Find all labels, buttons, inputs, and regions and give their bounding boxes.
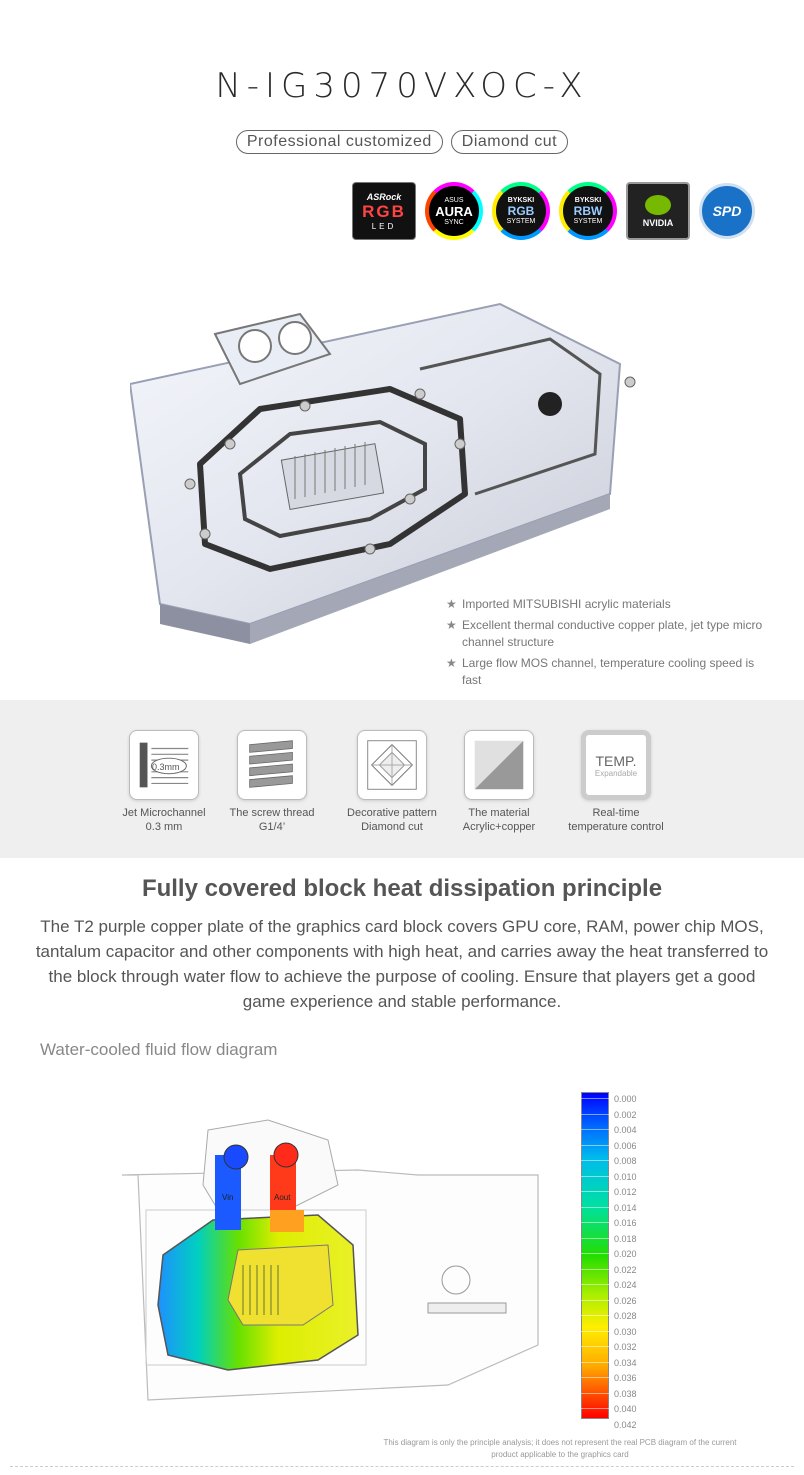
spd-name: SPD bbox=[712, 203, 742, 219]
tag-professional-customized: Professional customized bbox=[236, 130, 443, 154]
scale-label: 0.032 bbox=[614, 1342, 637, 1352]
scale-tick bbox=[581, 1129, 609, 1130]
feature-tags bbox=[0, 130, 804, 154]
nvidia-name: NVIDIA bbox=[642, 217, 674, 228]
scale-label: 0.016 bbox=[614, 1218, 637, 1228]
feature-list bbox=[446, 596, 766, 693]
port-in bbox=[239, 330, 271, 362]
temp-badge-sub: Expandable bbox=[594, 768, 638, 778]
scale-label: 0.002 bbox=[614, 1109, 637, 1120]
icon-label-name: Jet Microchannel bbox=[122, 807, 206, 819]
scale-label: 0.042 bbox=[614, 1419, 637, 1430]
scale-tick bbox=[581, 1408, 609, 1409]
bykski-badge bbox=[538, 392, 562, 416]
scale-label: 0.036 bbox=[614, 1373, 637, 1383]
inlet-label: Vin bbox=[222, 1193, 234, 1202]
asrock-rgb: RGB bbox=[362, 201, 406, 221]
scale-label: 0.010 bbox=[614, 1171, 637, 1182]
scale-label: 0.006 bbox=[614, 1140, 637, 1151]
scale-label: 0.026 bbox=[614, 1295, 637, 1306]
scale-label: 0.000 bbox=[614, 1094, 637, 1104]
spec-icon-band bbox=[0, 700, 804, 858]
feature-item bbox=[446, 617, 766, 651]
scale-label: 0.014 bbox=[614, 1202, 637, 1213]
scale-tick bbox=[581, 1191, 609, 1192]
outlet-port bbox=[274, 1143, 298, 1167]
port-out bbox=[279, 322, 311, 354]
feature-text: Excellent thermal conductive copper plate, jet type micro channel structure bbox=[462, 618, 763, 649]
icon-label-detail: temperature control bbox=[568, 821, 664, 833]
feature-text: Large flow MOS channel, temperature cooling speed is fast bbox=[462, 656, 755, 687]
icon-label-detail: G1/4’ bbox=[258, 821, 286, 833]
scale-tick bbox=[581, 1098, 609, 1099]
temp-badge: TEMP. bbox=[595, 752, 637, 769]
spec-temperature-control bbox=[556, 730, 676, 834]
scale-tick bbox=[581, 1284, 609, 1285]
scale-label: 0.030 bbox=[614, 1326, 637, 1337]
icon-label-name: Real-time bbox=[592, 807, 640, 819]
scale-label: 0.024 bbox=[614, 1280, 637, 1290]
scale-label: 0.020 bbox=[614, 1249, 637, 1259]
feature-item bbox=[446, 596, 766, 613]
diamond-cut-icon bbox=[357, 730, 427, 800]
scale-label: 0.008 bbox=[614, 1156, 637, 1166]
feature-item bbox=[446, 655, 766, 689]
hot-zone bbox=[228, 1245, 333, 1325]
scale-label: 0.012 bbox=[614, 1187, 637, 1197]
scale-label: 0.040 bbox=[614, 1404, 637, 1414]
icon-label-name: The material bbox=[468, 807, 530, 819]
compatibility-logos bbox=[352, 182, 755, 240]
icon-label-detail: Diamond cut bbox=[361, 821, 423, 833]
scale-tick bbox=[581, 1300, 609, 1301]
bykski-rgb-brand: BYKSKI bbox=[507, 197, 535, 204]
scale-tick bbox=[581, 1114, 609, 1115]
nvidia-logo bbox=[626, 182, 690, 240]
spd-logo bbox=[699, 183, 755, 239]
bykski-rgb-system-logo bbox=[492, 182, 550, 240]
scale-tick bbox=[581, 1315, 609, 1316]
star-icon: ★ bbox=[446, 597, 457, 611]
icon-label-name: The screw thread bbox=[229, 807, 315, 819]
scale-tick bbox=[581, 1346, 609, 1347]
scale-tick bbox=[581, 1393, 609, 1394]
spec-screw-thread bbox=[212, 730, 332, 834]
bykski-rbw-name: RBW bbox=[573, 204, 603, 218]
bykski-rgb-name: RGB bbox=[507, 204, 535, 218]
scale-tick bbox=[581, 1238, 609, 1239]
icon-label-detail: Acrylic+copper bbox=[462, 821, 536, 833]
scale-label: 0.004 bbox=[614, 1125, 637, 1135]
scale-tick bbox=[581, 1331, 609, 1332]
screw-thread-icon bbox=[237, 730, 307, 800]
bykski-rbw-brand: BYKSKI bbox=[574, 197, 602, 204]
asrock-brand: ASRock bbox=[366, 191, 402, 202]
outlet-tail bbox=[270, 1210, 304, 1232]
material-icon bbox=[464, 730, 534, 800]
asrock-led: LED bbox=[371, 221, 397, 231]
scale-tick bbox=[581, 1362, 609, 1363]
inlet-port bbox=[224, 1145, 248, 1169]
outlet-label: Aout bbox=[274, 1193, 291, 1202]
scale-tick bbox=[581, 1145, 609, 1146]
star-icon: ★ bbox=[446, 656, 457, 670]
scale-tick bbox=[581, 1207, 609, 1208]
icon-label-detail: 0.3 mm bbox=[145, 821, 183, 833]
microchannel-badge: 0.3mm bbox=[152, 762, 180, 772]
tag-diamond-cut: Diamond cut bbox=[451, 130, 568, 154]
scale-tick bbox=[581, 1222, 609, 1223]
spec-material bbox=[439, 730, 559, 834]
scale-label: 0.038 bbox=[614, 1388, 637, 1399]
bykski-rbw-system-logo bbox=[559, 182, 617, 240]
scale-label: 0.022 bbox=[614, 1264, 637, 1275]
asus-aura-sync-logo bbox=[425, 182, 483, 240]
scale-label: 0.028 bbox=[614, 1311, 637, 1321]
microchannel-icon bbox=[129, 730, 199, 800]
scale-label: 0.034 bbox=[614, 1357, 637, 1368]
flow-nameplate bbox=[428, 1303, 506, 1313]
nvidia-eye-icon bbox=[645, 195, 671, 215]
section-body: The T2 purple copper plate of the graphics card block covers GPU core, RAM, power chip MOS, tantalum capacitor and other components with high heat, and carries away the heat transferred to the block through water flow to achieve the purpose of cooling. Ensure that players get a good game experience and stable performance. bbox=[35, 917, 769, 1011]
model-title: N-IG3070VXOC-X bbox=[215, 66, 589, 106]
scale-tick bbox=[581, 1377, 609, 1378]
aura-sync: SYNC bbox=[444, 218, 464, 226]
feature-text: Imported MITSUBISHI acrylic materials bbox=[462, 597, 671, 611]
bottom-divider bbox=[10, 1466, 794, 1467]
spec-decorative-pattern bbox=[332, 730, 452, 834]
aura-brand: ASUS bbox=[444, 196, 464, 204]
bykski-rbw-system: SYSTEM bbox=[573, 218, 603, 225]
scale-tick bbox=[581, 1253, 609, 1254]
aura-name: AURA bbox=[435, 203, 473, 219]
icon-label-name: Decorative pattern bbox=[347, 807, 437, 819]
scale-tick bbox=[581, 1176, 609, 1177]
scale-label: 0.018 bbox=[614, 1233, 637, 1244]
scale-tick bbox=[581, 1269, 609, 1270]
asrock-rgb-led-logo bbox=[352, 182, 416, 240]
bykski-rgb-system: SYSTEM bbox=[506, 218, 536, 225]
flow-diagram bbox=[118, 1115, 548, 1415]
section-title: Fully covered block heat dissipation principle bbox=[141, 875, 663, 902]
star-icon: ★ bbox=[446, 618, 457, 632]
scale-tick bbox=[581, 1424, 609, 1425]
scale-tick bbox=[581, 1160, 609, 1161]
spec-jet-microchannel bbox=[104, 730, 224, 834]
flow-diagram-title: Water-cooled fluid flow diagram bbox=[40, 1040, 278, 1059]
temp-icon bbox=[581, 730, 651, 800]
flow-velocity-scale bbox=[581, 1092, 609, 1419]
flow-disclaimer: This diagram is only the principle analysis; it does not represent the real PCB diagram of the current product applicable to the graphics card bbox=[383, 1438, 737, 1459]
